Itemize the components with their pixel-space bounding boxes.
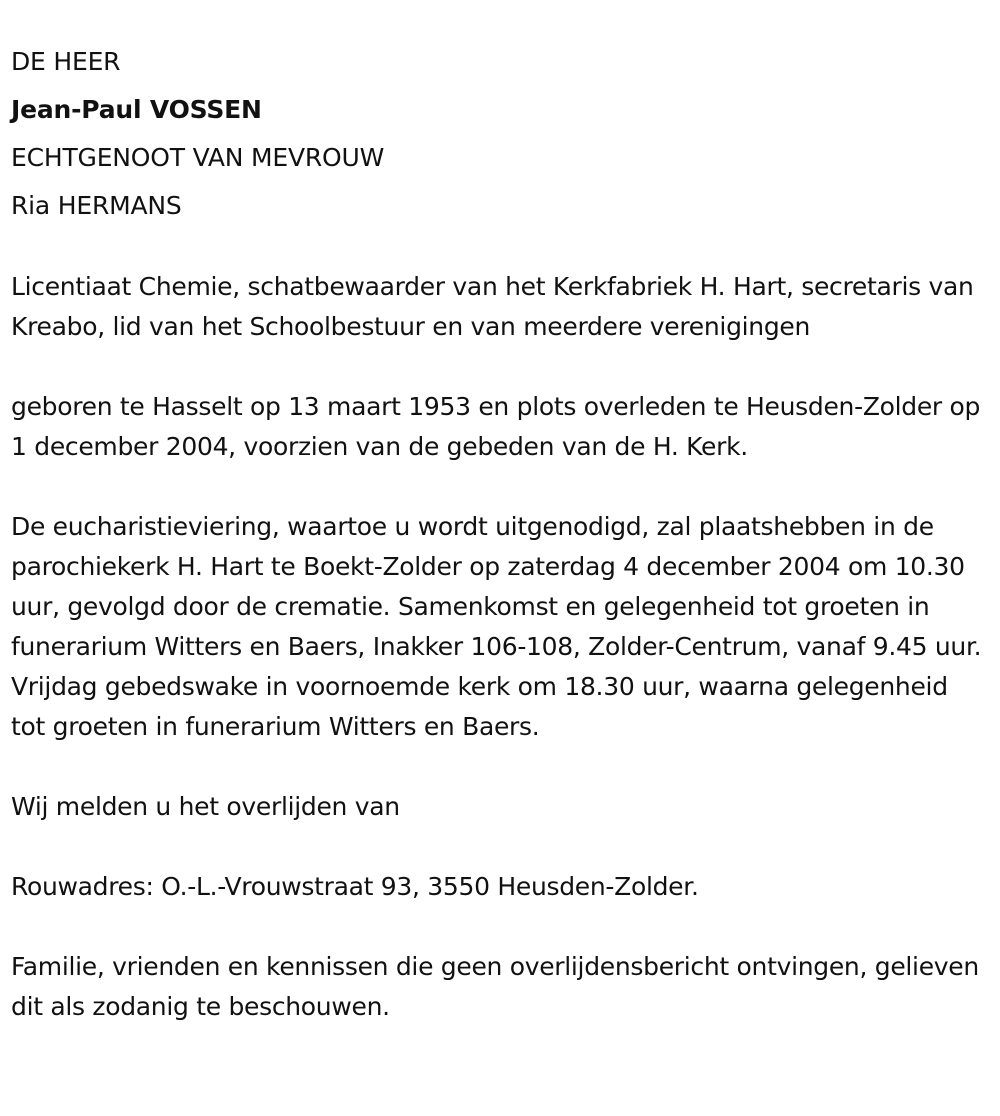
birth-death-paragraph: geboren te Hasselt op 13 maart 1953 en plots overleden te Heusden-Zolder op 1 december 2004, voorzien van de gebeden van de H. Kerk. bbox=[11, 392, 981, 461]
spacer bbox=[11, 827, 986, 867]
deceased-name: Jean-Paul VOSSEN bbox=[11, 95, 262, 124]
spouse-name: Ria HERMANS bbox=[11, 191, 182, 220]
occupation-paragraph: Licentiaat Chemie, schatbewaarder van het Kerkfabriek H. Hart, secretaris van Kreabo, lid van het Schoolbestuur en van meerdere verenigingen bbox=[11, 272, 974, 341]
spacer bbox=[11, 907, 986, 947]
spacer bbox=[11, 747, 986, 787]
relation-label: ECHTGENOOT VAN MEVROUW bbox=[11, 143, 385, 172]
honorific: DE HEER bbox=[11, 47, 121, 76]
closing-paragraph: Familie, vrienden en kennissen die geen overlijdensbericht ontvingen, gelieven dit als zodanig te beschouwen. bbox=[11, 952, 979, 1021]
spacer bbox=[11, 347, 986, 387]
ceremony-paragraph: De eucharistieviering, waartoe u wordt uitgenodigd, zal plaatshebben in de parochiekerk H. Hart te Boekt-Zolder op zaterdag 4 december 2004 om 10.30 uur, gevolgd door de crematie. Samenkomst en gelegenheid tot groeten in funerarium Witters en Baers, Inakker 106-108, Zolder-Centrum, vanaf 9.45 uur. Vrijdag gebedswake in voornoemde kerk om 18.30 uur, waarna gelegenheid tot groeten in funerarium Witters en Baers. bbox=[11, 512, 982, 741]
spacer bbox=[11, 467, 986, 507]
announcement-paragraph: Wij melden u het overlijden van bbox=[11, 792, 400, 821]
spacer bbox=[11, 230, 986, 267]
address-paragraph: Rouwadres: O.-L.-Vrouwstraat 93, 3550 Heusden-Zolder. bbox=[11, 872, 699, 901]
